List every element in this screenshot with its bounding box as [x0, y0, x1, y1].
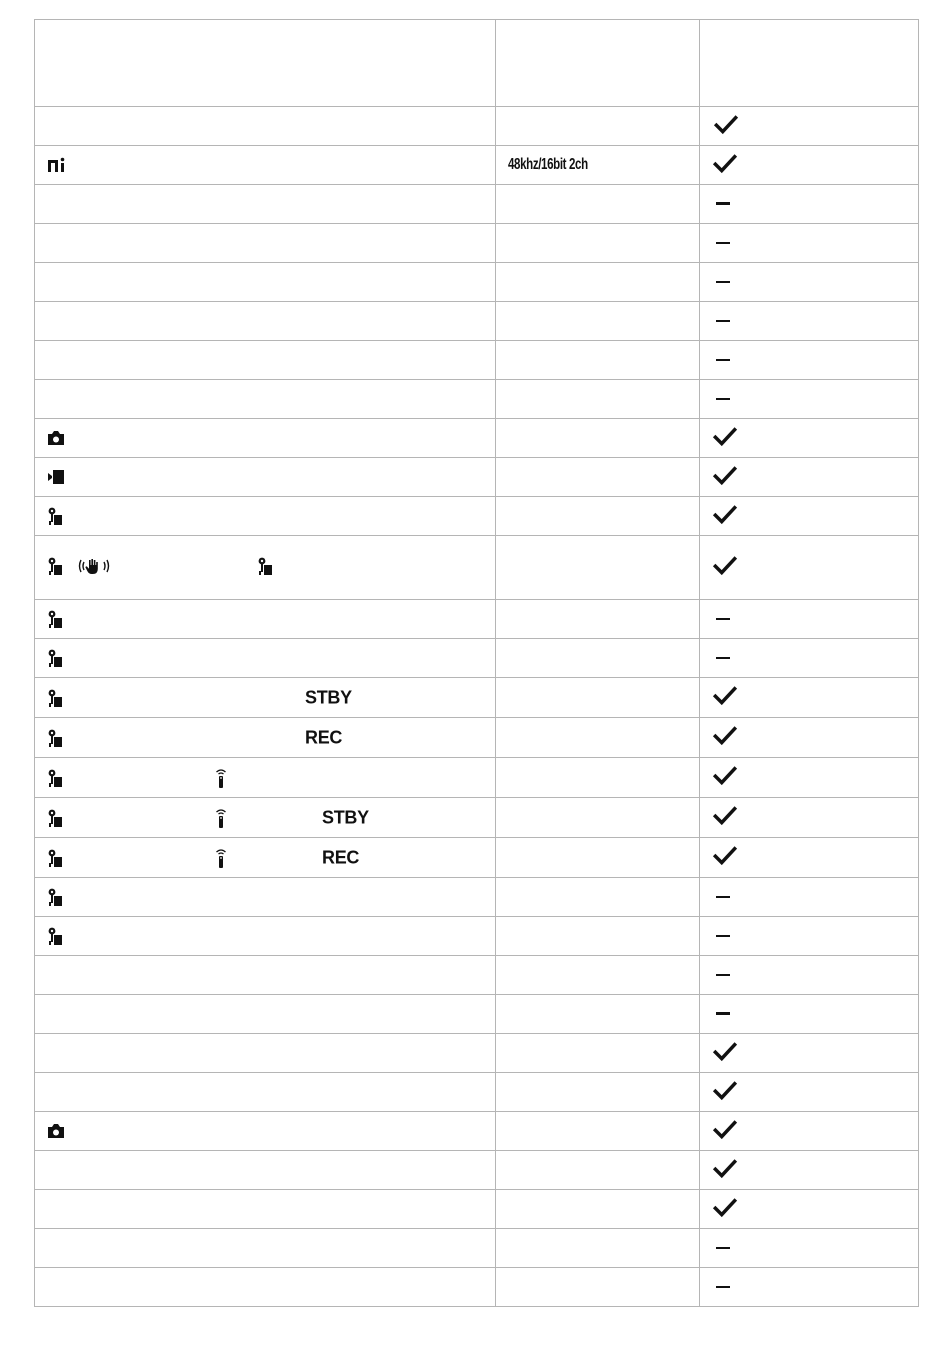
check-icon [712, 425, 738, 447]
table-row [35, 600, 919, 639]
dash-icon [716, 618, 730, 620]
check-icon [713, 113, 739, 135]
stby-label: STBY [305, 687, 352, 707]
table-row [35, 341, 919, 380]
custom-icon [47, 648, 63, 668]
audio-icon [47, 157, 73, 173]
table-row [35, 1112, 919, 1151]
settings-table [34, 19, 919, 1307]
table-row [35, 1229, 919, 1268]
remote-icon [215, 807, 227, 829]
check-icon [712, 503, 738, 525]
header-cell-value [496, 20, 700, 107]
custom-icon [47, 848, 63, 868]
dash-icon [716, 935, 730, 937]
dash-icon [716, 657, 730, 659]
dash-icon [716, 242, 730, 244]
check-icon [712, 464, 738, 486]
check-icon [712, 1157, 738, 1179]
custom-icon [47, 556, 63, 576]
remote-icon [215, 767, 227, 789]
table-row [35, 718, 919, 758]
header-cell-support [700, 20, 919, 107]
dash-icon [716, 896, 730, 898]
header-cell-setting [35, 20, 496, 107]
check-icon [712, 1196, 738, 1218]
table-row [35, 458, 919, 497]
table-row [35, 1073, 919, 1112]
check-icon [712, 764, 738, 786]
table-row [35, 497, 919, 536]
table-row [35, 878, 919, 917]
custom-icon [47, 688, 63, 708]
dash-icon [716, 281, 730, 283]
table-row [35, 1190, 919, 1229]
check-icon [712, 1118, 738, 1140]
table-row [35, 917, 919, 956]
camera-icon [47, 1123, 65, 1139]
custom-icon [47, 609, 63, 629]
dash-icon [716, 1247, 730, 1249]
dash-icon [716, 320, 730, 322]
table-row [35, 419, 919, 458]
table-row [35, 224, 919, 263]
audio-format-value: 48khz/16bit 2ch [508, 156, 588, 173]
check-icon [712, 152, 738, 174]
table-row [35, 107, 919, 146]
check-icon [712, 1040, 738, 1062]
table-row [35, 678, 919, 718]
dash-icon [716, 1286, 730, 1288]
dash-icon [716, 398, 730, 400]
custom-icon [257, 556, 273, 576]
check-icon [712, 844, 738, 866]
table-row [35, 956, 919, 995]
table-row [35, 302, 919, 341]
custom-icon [47, 506, 63, 526]
custom-icon [47, 768, 63, 788]
rec-label: REC [305, 727, 343, 747]
table-row [35, 639, 919, 678]
table-row [35, 185, 919, 224]
table-row [35, 1151, 919, 1190]
rec-label: REC [322, 847, 360, 867]
table-row [35, 263, 919, 302]
stby-label: STBY [322, 807, 369, 827]
dash-icon [716, 1012, 730, 1015]
custom-icon [47, 926, 63, 946]
check-icon [712, 724, 738, 746]
table-row [35, 536, 919, 600]
check-icon [712, 804, 738, 826]
dash-icon [716, 974, 730, 976]
custom-icon [47, 887, 63, 907]
remote-icon [215, 847, 227, 869]
check-icon [712, 1079, 738, 1101]
table-row [35, 798, 919, 838]
dash-icon [716, 202, 730, 205]
custom-icon [47, 728, 63, 748]
check-icon [712, 684, 738, 706]
custom-icon [47, 808, 63, 828]
table-header-row [35, 20, 919, 107]
table-row [35, 758, 919, 798]
video-icon [47, 469, 65, 485]
dash-icon [716, 359, 730, 361]
steady-shot-icon [77, 557, 111, 575]
table-row [35, 1034, 919, 1073]
table-row [35, 146, 919, 185]
table-row [35, 995, 919, 1034]
table-row [35, 838, 919, 878]
table-row [35, 1268, 919, 1307]
check-icon [712, 554, 738, 576]
table-row [35, 380, 919, 419]
camera-icon [47, 430, 65, 446]
